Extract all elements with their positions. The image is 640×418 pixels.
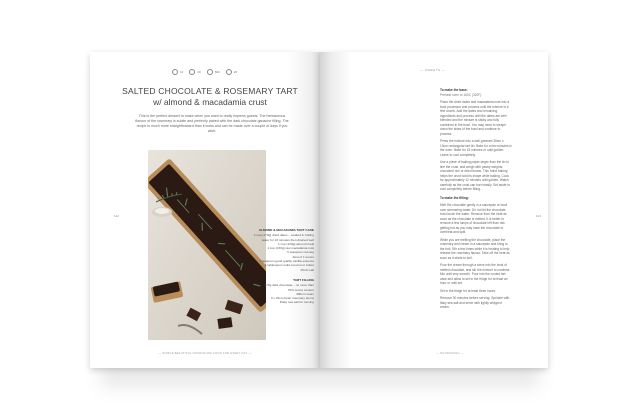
method-paragraph: Melt the chocolate gently in a saucepan or bowl over simmering water. Do not let the chocolate bowl touch the water. Remove from the heat as soon as the chocolate is melted. It is better to remove a few lumps of chocolate left than risk getting hot as you may have the chocolate to overheat and split. (440, 203, 508, 234)
method-paragraph: Pour the cream through a sieve into the bowl of melted chocolate, and stir the mixture to combine. Mix until very smooth. Pour into the cooled tart case and allow to set in the fridge for at least an hour or until set. (440, 263, 511, 285)
recipe-intro: This is the perfect dessert to make when you want to really impress guests. The herbaceous flavour of the rosemary is subtle and perfectly paired with the dark chocolate ganache filling. The recipe is much more straightforward than it looks and can be made over a couple of days if you wish. (135, 114, 289, 133)
meta-cook-value: 800 (214, 70, 220, 74)
serves-icon (172, 69, 178, 75)
recipe-subtitle: w/ almond & macadamia crust (153, 97, 267, 107)
ingredient-line: 3 x 15cm fresh rosemary stems (270, 296, 314, 301)
left-page (90, 52, 320, 368)
meta-item-extra (226, 69, 237, 75)
ingredient-line: ½ teaspoon nutmeg (286, 250, 314, 255)
ingredients-heading-filling: TART FILLING (293, 277, 314, 282)
right-page (320, 52, 548, 368)
ingredient-line: Zest of 1 lemon (292, 254, 314, 259)
method-sub-base: Preheat oven to 160C (320F). (440, 92, 483, 97)
method-column (440, 84, 512, 310)
page-number-right: 113 (536, 214, 541, 218)
ingredient-line: 170g dark chocolate – no more than (264, 283, 314, 288)
ingredients-heading-case: ALMOND & MACADAMIA TART CASE (258, 228, 314, 232)
meta-item-prep (189, 69, 200, 75)
footer-right: — NOURISHING — (436, 352, 464, 355)
method-heading-base: To make the base: (440, 88, 468, 92)
ingredient-line: Flaky sea salt for serving (279, 300, 314, 305)
ingredient-line: 1 cup (120g) almond meal (278, 241, 314, 246)
ingredients-list (248, 228, 314, 305)
method-paragraph: Press the mixture into a well-greased 36cm x 13cm rectangular tart tin. Bake for a few minutes in the oven. Bake for 15 minutes or until golden. Leave to cool completely. (440, 139, 512, 157)
leaf-icon (226, 69, 232, 75)
ingredient-line: water for 10 minutes then drained well (261, 237, 314, 242)
meta-item-serves (172, 69, 183, 75)
oven-icon (207, 69, 213, 75)
ingredient-line: 1 tablespoon solid coconut or butter (264, 263, 314, 268)
recipe-title: SALTED CHOCOLATE & ROSEMARY TART (122, 86, 298, 96)
ingredient-line: 300ml cream (296, 291, 314, 296)
ingredient-line: Pinch salt (300, 267, 314, 272)
section-label: — SWEETS — (420, 68, 446, 72)
method-paragraph: Place the dried dates and macadamia nuts into a food processor and process until the mixture is a fine crumb. Add the dates and remaining ingredients and process until the dates are well blended and the mixture is sticky and fully combined in the bowl. You may need to scrape down the sides of the bowl and continue to process. (440, 100, 510, 136)
ingredient-line: 1 cup (130g) raw macadamia nuts (267, 246, 314, 251)
ingredient-line: 1 cup (170g) dried dates – soaked in boiling (253, 233, 314, 238)
meta-item-cook (207, 69, 220, 75)
method-paragraph: Set in the fridge for at least three hours. (440, 288, 496, 293)
method-paragraph: While you are melting the chocolate, place the rosemary and cream in a saucepan and bring to the boil. Stir a few times while it is heating to help release the rosemary flavour. Take off the heat as soon as it starts to boil. (440, 237, 510, 260)
ingredient-line: 1 teaspoon good quality vanilla essence (259, 259, 314, 264)
clock-icon (189, 69, 195, 75)
footer-left: — SIMPLE BEAUTIFUL NOURISHING FOOD FOR EVERY DAY — (158, 352, 252, 355)
method-paragraph: Use a piece of baking paper larger than the tin to line the crust, and weigh with pastry weights, uncooked rice or dried beans. This 'blind baking' helps the crust hold its shape while baking. Cook for approximately 12 minutes until golden. Watch carefully as the crust can burn easily. Set aside to cool completely before filling. (440, 160, 510, 191)
meta-serves-value: 10 (180, 70, 184, 74)
recipe-meta-row (172, 68, 292, 76)
method-paragraph: Remove 30 minutes before serving. Sprinkle with flaky sea salt and serve with lightly whipped cream. (440, 296, 510, 309)
ingredient-line: 70% cocoa content (287, 287, 314, 292)
method-heading-filling: To make the filling: (440, 195, 469, 200)
meta-extra-value: 20 (233, 70, 238, 74)
page-number-left: 112 (114, 214, 119, 218)
meta-prep-value: 20 (197, 70, 201, 74)
